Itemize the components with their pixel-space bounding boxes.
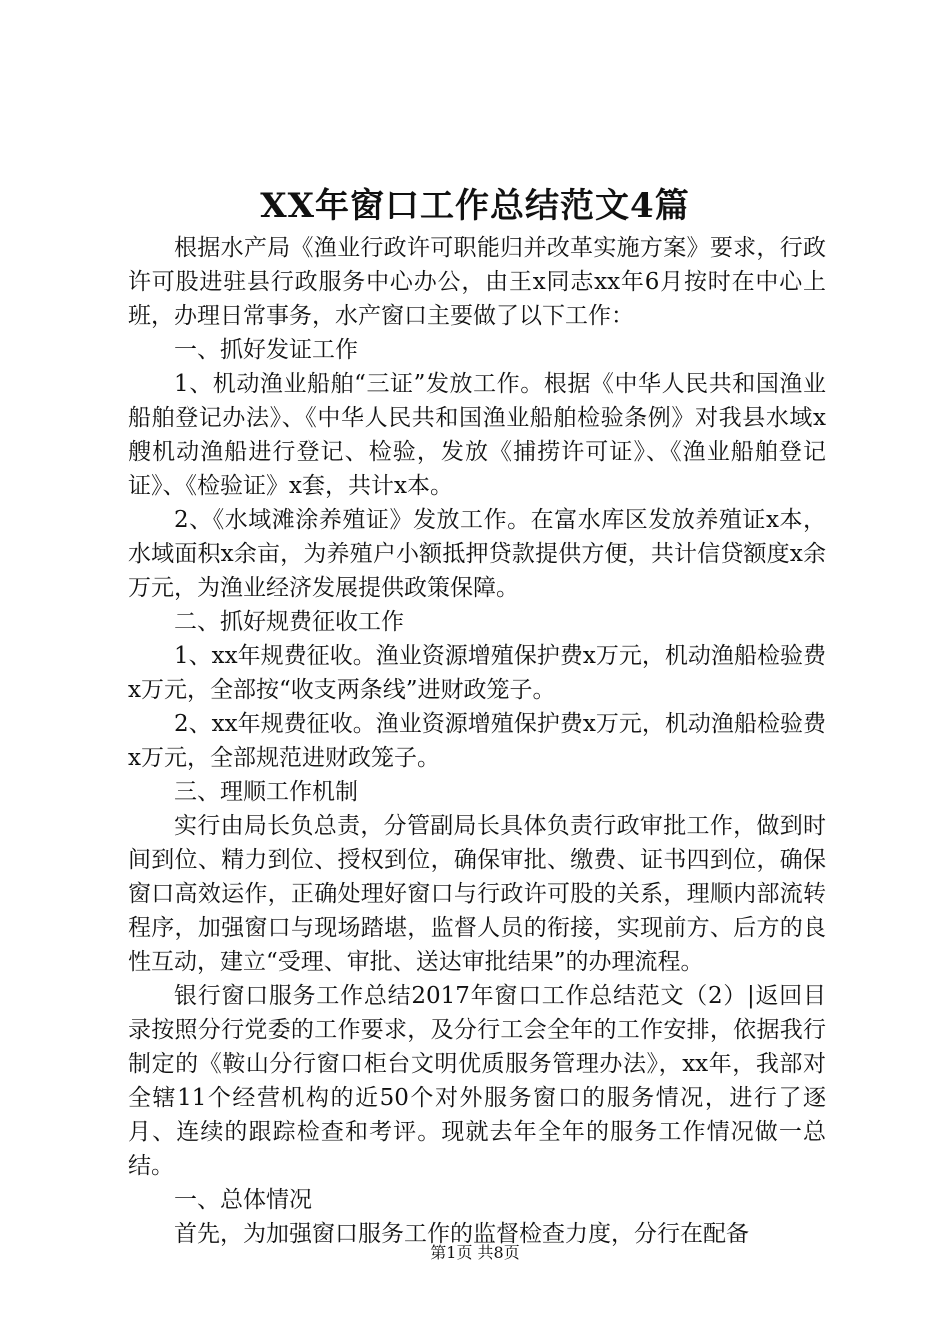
document-body [128, 231, 826, 1251]
page-number-footer: 第1页 共8页 [430, 1243, 520, 1262]
paragraph-intro: 根据水产局《渔业行政许可职能归并改革实施方案》要求，行政许可股进驻县行政服务中心办公，由王x同志xx年6月按时在中心上班，办理日常事务，水产窗口主要做了以下工作： [128, 235, 826, 329]
section-heading: 二、抓好规费征收工作 [174, 609, 404, 635]
section-heading: 一、抓好发证工作 [174, 337, 358, 363]
document-title: XX年窗口工作总结范文4篇 [260, 186, 690, 226]
paragraph: 银行窗口服务工作总结2017年窗口工作总结范文（2）|返回目录按照分行党委的工作要求，及分行工会全年的工作安排，依据我行制定的《鞍山分行窗口柜台文明优质服务管理办法》，xx年，我部对全辖11个经营机构的近50个对外服务窗口的服务情况，进行了逐月、连续的跟踪检查和考评。现就去年全年的服务工作情况做一总结。 [128, 983, 826, 1179]
paragraph: 实行由局长负总责，分管副局长具体负责行政审批工作，做到时间到位、精力到位、授权到位，确保审批、缴费、证书四到位，确保窗口高效运作，正确处理好窗口与行政许可股的关系，理顺内部流转程序，加强窗口与现场踏堪，监督人员的衔接，实现前方、后方的良性互动，建立“受理、审批、送达审批结果”的办理流程。 [128, 813, 826, 975]
paragraph: 2、《水域滩涂养殖证》发放工作。在富水库区发放养殖证x本，水域面积x余亩，为养殖户小额抵押贷款提供方便，共计信贷额度x余万元，为渔业经济发展提供政策保障。 [128, 507, 826, 601]
paragraph: 首先，为加强窗口服务工作的监督检查力度，分行在配备 [174, 1221, 749, 1247]
section-heading: 三、理顺工作机制 [174, 779, 358, 805]
section-heading: 一、总体情况 [174, 1187, 312, 1213]
paragraph: 1、xx年规费征收。渔业资源增殖保护费x万元，机动渔船检验费x万元，全部按“收支两条线”进财政笼子。 [128, 643, 826, 703]
paragraph: 1、机动渔业船舶“三证”发放工作。根据《中华人民共和国渔业船舶登记办法》、《中华人民共和国渔业船舶检验条例》对我县水域x艘机动渔船进行登记、检验，发放《捕捞许可证》、《渔业船舶登记证》、《检验证》x套，共计x本。 [128, 371, 826, 499]
paragraph: 2、xx年规费征收。渔业资源增殖保护费x万元，机动渔船检验费x万元，全部规范进财政笼子。 [128, 711, 826, 771]
